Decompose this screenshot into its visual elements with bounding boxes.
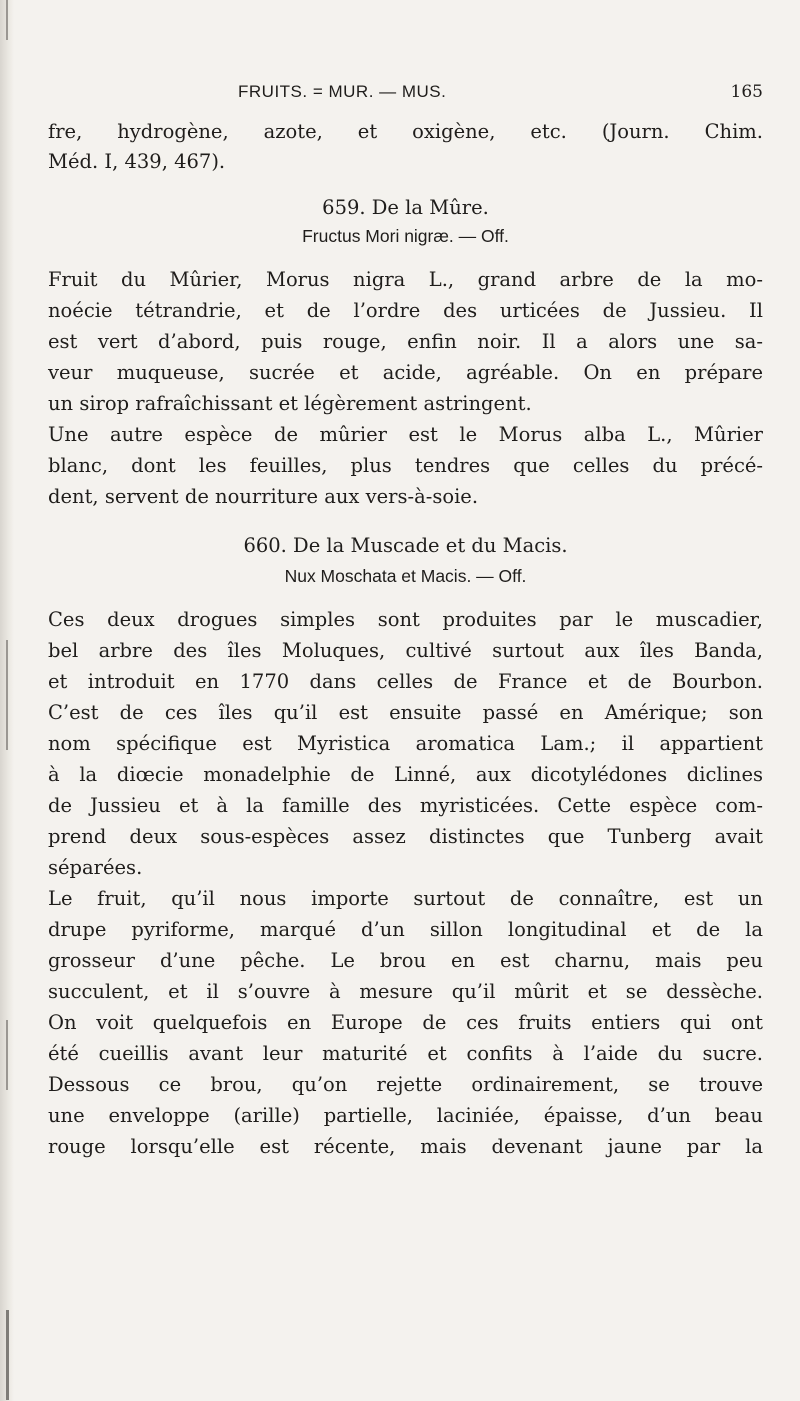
section-title: 660. De la Muscade et du Macis. <box>243 534 568 557</box>
text-line: de Jussieu et à la famille des myristicées. Cette espèce com- <box>48 794 763 817</box>
text-line: Ces deux drogues simples sont produites par le muscadier, <box>48 608 763 631</box>
section-subtitle: Fructus Mori nigræ. — Off. <box>302 226 509 246</box>
text-line: grosseur d’une pêche. Le brou en est charnu, mais peu <box>48 949 763 972</box>
text-line: Le fruit, qu’il nous importe surtout de connaître, est un <box>48 887 763 910</box>
text-line: dent, servent de nourriture aux vers-à-soie. <box>48 485 479 508</box>
text-line: succulent, et il s’ouvre à mesure qu’il mûrit et se dessèche. <box>48 980 763 1003</box>
text-line: nom spécifique est Myristica aromatica Lam.; il appartient <box>48 732 763 755</box>
binding-shadow-line <box>6 1020 8 1090</box>
page-binding-edge <box>0 0 14 1401</box>
text-line: à la diœcie monadelphie de Linné, aux dicotylédones diclines <box>48 763 763 786</box>
text-line: et introduit en 1770 dans celles de France et de Bourbon. <box>48 670 763 693</box>
text-line: fre, hydrogène, azote, et oxigène, etc. (Journ. Chim. <box>48 120 763 143</box>
text-line: bel arbre des îles Moluques, cultivé surtout aux îles Banda, <box>48 639 763 662</box>
text-line: C’est de ces îles qu’il est ensuite passé en Amérique; son <box>48 701 763 724</box>
text-line: Fruit du Mûrier, Morus nigra L., grand arbre de la mo- <box>48 268 763 291</box>
text-line: une enveloppe (arille) partielle, laciniée, épaisse, d’un beau <box>48 1104 763 1127</box>
text-line: Dessous ce brou, qu’on rejette ordinairement, se trouve <box>48 1073 763 1096</box>
text-line: rouge lorsqu’elle est récente, mais devenant jaune par la <box>48 1135 763 1158</box>
text-line: prend deux sous-espèces assez distinctes que Tunberg avait <box>48 825 763 848</box>
text-line: séparées. <box>48 856 143 879</box>
text-line: est vert d’abord, puis rouge, enfin noir. Il a alors une sa- <box>48 330 763 353</box>
binding-shadow-line <box>6 0 8 40</box>
section-title: 659. De la Mûre. <box>322 196 489 219</box>
binding-shadow-line <box>6 1310 9 1400</box>
text-line: été cueillis avant leur maturité et confits à l’aide du sucre. <box>48 1042 763 1065</box>
page-header <box>48 84 763 108</box>
text-line: blanc, dont les feuilles, plus tendres que celles du précé- <box>48 454 763 477</box>
text-line: Une autre espèce de mûrier est le Morus alba L., Mûrier <box>48 423 763 446</box>
text-line: drupe pyriforme, marqué d’un sillon longitudinal et de la <box>48 918 763 941</box>
page-number: 165 <box>730 82 763 102</box>
text-line: Méd. I, 439, 467). <box>48 150 226 173</box>
text-line: On voit quelquefois en Europe de ces fruits entiers qui ont <box>48 1011 763 1034</box>
text-line: noécie tétrandrie, et de l’ordre des urticées de Jussieu. Il <box>48 299 763 322</box>
text-line: veur muqueuse, sucrée et acide, agréable. On en prépare <box>48 361 763 384</box>
binding-shadow-line <box>6 640 8 750</box>
text-line: un sirop rafraîchissant et légèrement astringent. <box>48 392 532 415</box>
section-subtitle: Nux Moschata et Macis. — Off. <box>284 566 527 586</box>
running-head: FRUITS. = MUR. — MUS. <box>238 82 447 101</box>
